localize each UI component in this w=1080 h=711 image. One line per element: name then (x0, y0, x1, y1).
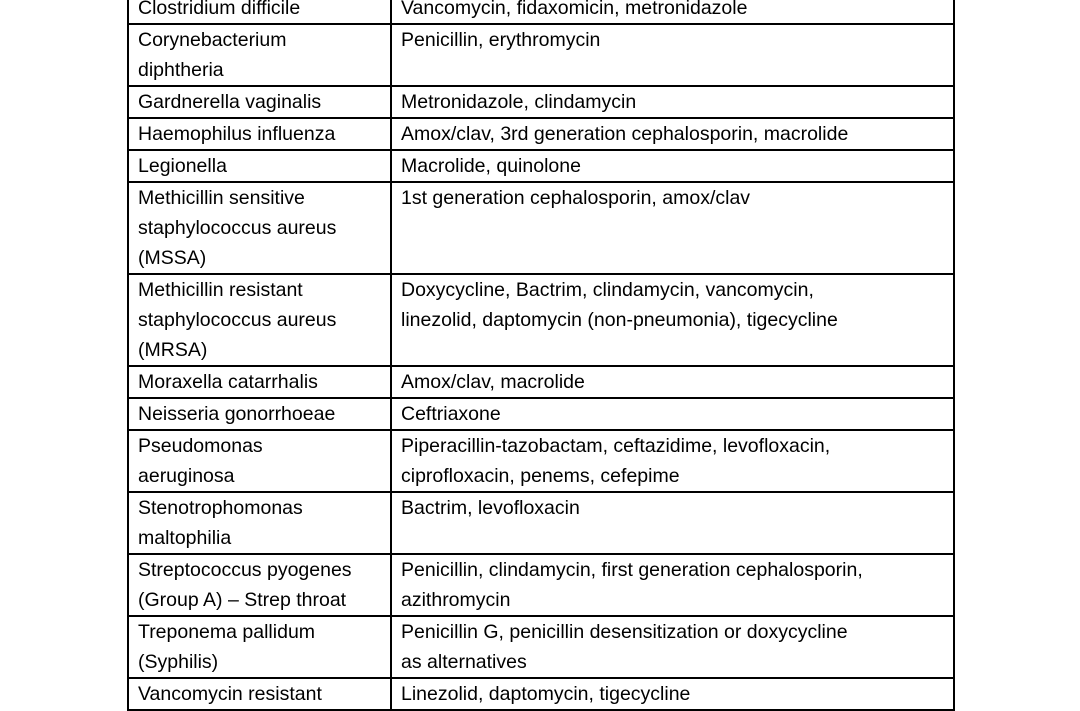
organism-line: aeruginosa (138, 465, 235, 487)
organism-line: Methicillin sensitive (138, 187, 305, 209)
table-row (128, 182, 954, 274)
table-row (128, 616, 954, 678)
organism-cell (128, 182, 391, 274)
treatment-cell (391, 430, 954, 492)
treatment-line: Amox/clav, 3rd generation cephalosporin, macrolide (401, 123, 849, 145)
treatment-line: ciprofloxacin, penems, cefepime (401, 465, 680, 487)
treatment-line: Vancomycin, fidaxomicin, metronidazole (401, 0, 748, 19)
organism-line: Vancomycin resistant (138, 683, 322, 705)
organism-cell (128, 678, 391, 710)
table-row (128, 274, 954, 366)
table-body (128, 0, 954, 710)
organism-cell (128, 430, 391, 492)
treatment-cell (391, 398, 954, 430)
table-row (128, 430, 954, 492)
organism-line: Moraxella catarrhalis (138, 371, 318, 393)
treatment-cell (391, 366, 954, 398)
table-row (128, 366, 954, 398)
treatment-line: linezolid, daptomycin (non-pneumonia), tigecycline (401, 309, 838, 331)
treatment-cell (391, 616, 954, 678)
organism-cell (128, 118, 391, 150)
organism-line: Legionella (138, 155, 227, 177)
organism-cell (128, 0, 391, 24)
treatment-line: Doxycycline, Bactrim, clindamycin, vancomycin, (401, 279, 814, 301)
treatment-line: Penicillin, clindamycin, first generation cephalosporin, (401, 559, 863, 581)
treatment-line: Piperacillin-tazobactam, ceftazidime, levofloxacin, (401, 435, 831, 457)
table-row (128, 398, 954, 430)
treatment-line: Penicillin, erythromycin (401, 29, 601, 51)
organism-line: Gardnerella vaginalis (138, 91, 322, 113)
table-row (128, 554, 954, 616)
organism-line: Streptococcus pyogenes (138, 559, 352, 581)
organism-cell (128, 616, 391, 678)
organism-cell (128, 366, 391, 398)
treatment-line: as alternatives (401, 651, 527, 673)
table-row (128, 678, 954, 710)
organism-line: Neisseria gonorrhoeae (138, 403, 336, 425)
table-row (128, 24, 954, 86)
table-row (128, 86, 954, 118)
table-row (128, 492, 954, 554)
organism-cell (128, 492, 391, 554)
treatment-line: Bactrim, levofloxacin (401, 497, 580, 519)
organism-line: maltophilia (138, 527, 232, 549)
treatment-line: azithromycin (401, 589, 511, 611)
organism-line: Stenotrophomonas (138, 497, 303, 519)
organism-cell (128, 24, 391, 86)
treatment-line: Macrolide, quinolone (401, 155, 581, 177)
organism-cell (128, 398, 391, 430)
antibiotic-table (127, 0, 955, 711)
organism-cell (128, 86, 391, 118)
organism-cell (128, 150, 391, 182)
treatment-cell (391, 678, 954, 710)
treatment-line: Linezolid, daptomycin, tigecycline (401, 683, 691, 705)
treatment-cell (391, 554, 954, 616)
organism-line: staphylococcus aureus (138, 217, 337, 239)
organism-line: Treponema pallidum (138, 621, 316, 643)
organism-line: staphylococcus aureus (138, 309, 337, 331)
treatment-cell (391, 118, 954, 150)
treatment-line: Penicillin G, penicillin desensitization or doxycycline (401, 621, 848, 643)
organism-line: Haemophilus influenza (138, 123, 336, 145)
treatment-line: Amox/clav, macrolide (401, 371, 585, 393)
organism-line: (Group A) – Strep throat (138, 589, 347, 611)
treatment-cell (391, 492, 954, 554)
organism-line: (MSSA) (138, 247, 207, 269)
table-row (128, 118, 954, 150)
organism-line: (MRSA) (138, 339, 208, 361)
organism-line: Pseudomonas (138, 435, 263, 457)
table-row (128, 150, 954, 182)
organism-line: diphtheria (138, 59, 224, 81)
treatment-cell (391, 182, 954, 274)
table-row (128, 0, 954, 24)
treatment-cell (391, 86, 954, 118)
organism-cell (128, 554, 391, 616)
organism-line: (Syphilis) (138, 651, 219, 673)
treatment-line: Ceftriaxone (401, 403, 501, 425)
treatment-line: 1st generation cephalosporin, amox/clav (401, 187, 751, 209)
organism-line: Clostridium difficile (138, 0, 301, 19)
treatment-cell (391, 0, 954, 24)
organism-line: Methicillin resistant (138, 279, 303, 301)
organism-cell (128, 274, 391, 366)
treatment-line: Metronidazole, clindamycin (401, 91, 637, 113)
treatment-cell (391, 150, 954, 182)
organism-line: Corynebacterium (138, 29, 287, 51)
treatment-cell (391, 274, 954, 366)
treatment-cell (391, 24, 954, 86)
